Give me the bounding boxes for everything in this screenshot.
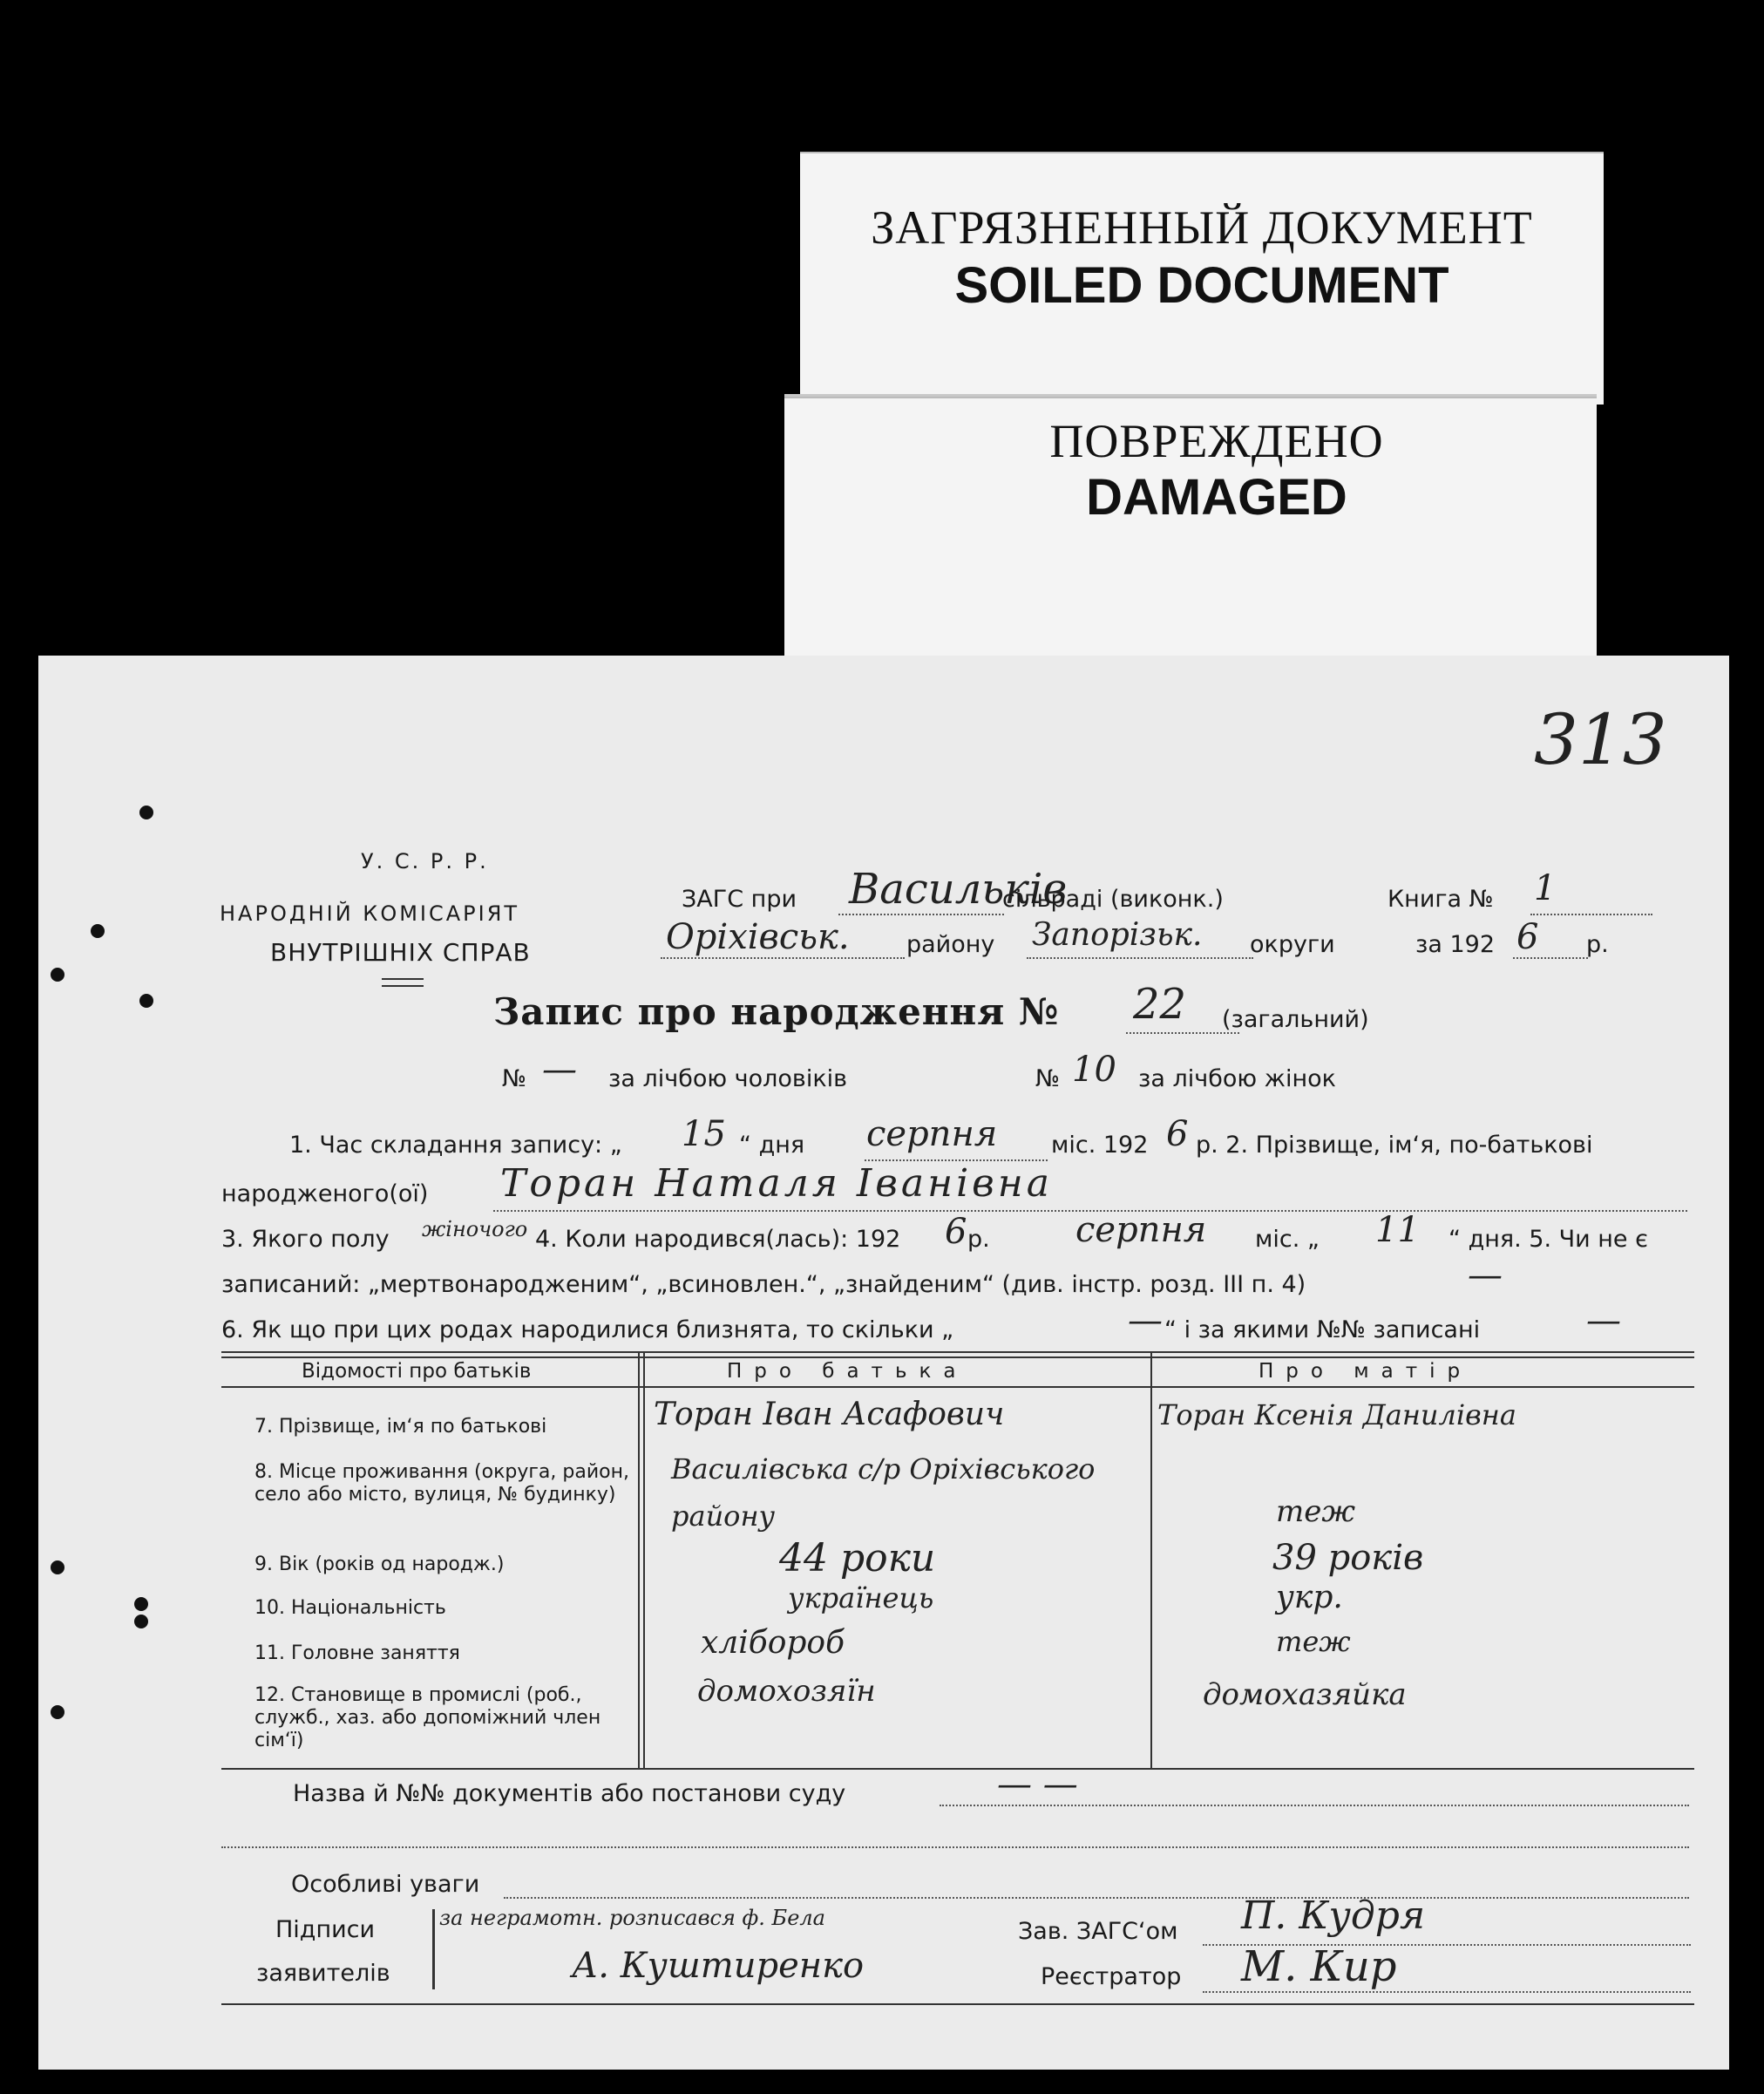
men-prefix: № [502,1065,527,1092]
table-header-info: Відомості про батьків [302,1360,532,1383]
field1-prefix: 1. Час складання запису: „ [289,1132,622,1159]
row-label: 9. Вік (років од народж.) [254,1554,505,1575]
field6-count: — [1128,1301,1163,1341]
men-label: за лічбою чоловіків [608,1065,848,1092]
punch-hole [134,1597,148,1611]
book-value: 1 [1534,868,1557,908]
men-value: — [542,1050,577,1090]
district-label: району [906,931,995,958]
field4-month: серпня [1075,1210,1207,1250]
field6-mid: “ і за якими №№ записані [1164,1316,1481,1343]
field1-suffix: міс. 192 [1051,1132,1149,1159]
field2-label: р. 2. Прізвище, ім‘я, по-батькові [1196,1132,1593,1159]
birth-record-form [38,656,1729,2070]
damaged-label-ru: ПОВРЕЖДЕНО [1049,415,1384,467]
field6-label: 6. Як що при цих родах народилися близнята, то скільки „ [221,1316,954,1343]
row-mother: теж [1276,1494,1356,1529]
dotted-rule [1027,957,1253,959]
table-header-mother: Про матір [1259,1360,1473,1383]
registrar-label: Реєстратор [1041,1963,1182,1990]
row-mother: Торан Ксенія Данилівна [1157,1398,1516,1431]
record-number: 22 [1133,980,1187,1029]
punch-hole [51,968,64,982]
row-label: 8. Місце проживання (округа, район, село або місто, вулиця, № будинку) [254,1461,629,1506]
soiled-label-en: SOILED DOCUMENT [954,257,1449,314]
docs-value: — — [997,1764,1078,1805]
field4-mis: міс. „ [1255,1226,1320,1253]
damaged-label-en: DAMAGED [1086,469,1347,526]
docs-label: Назва й №№ документів або постанови суду [293,1780,846,1807]
dotted-rule [504,1897,1689,1899]
head-signature: П. Кудря [1241,1893,1426,1938]
damaged-document-label [784,394,1597,658]
table-top-rule [221,1351,1694,1353]
table-bottom-rule [221,1768,1694,1770]
applicant-2-signature: А. Куштиренко [572,1946,865,1986]
table-col-divider [638,1353,640,1770]
field1-month: серпня [866,1114,998,1154]
record-general: (загальний) [1222,1006,1369,1033]
dotted-rule [661,957,905,959]
year-suffix: р. [1586,931,1609,958]
dotted-rule [1203,1991,1691,1993]
field5-value: — [1468,1255,1503,1295]
field2-value: Торан Наталя Іванівна [500,1161,1053,1206]
book-label: Книга № [1387,886,1494,913]
row-label: 12. Становище в промислі (роб., служб., хаз. або допоміжний член сім‘ї) [254,1684,601,1751]
row-label: 11. Головне заняття [254,1642,460,1664]
row-label: 7. Прізвище, ім‘я по батькові [254,1416,547,1438]
field5-line2: записаний: „мертвонародженим“, „всиновлен.“, „знайденим“ (див. інстр. розд. III п. 4) [221,1271,1306,1298]
punch-hole [139,806,153,819]
ministry-line2: ВНУТРІШНІХ СПРАВ [270,938,531,967]
district-value: Оріхівськ. [666,917,850,957]
ministry-line1: НАРОДНІЙ КОМІСАРІЯТ [220,901,520,926]
field4-mid: р. [967,1226,990,1253]
soiled-document-label [800,152,1604,405]
zags-value: Васильків [849,865,1068,914]
applicant-1-signature: за неграмотн. розписався ф. Бела [439,1906,825,1930]
women-value: 10 [1072,1050,1116,1090]
country-abbr: У. С. Р. Р. [361,849,489,874]
table-col-divider [643,1353,645,1770]
dotted-rule [221,1846,1689,1848]
dotted-rule [940,1805,1689,1806]
signatures-label-1: Підписи [275,1916,376,1943]
punch-hole [139,994,153,1008]
page-number: 313 [1534,699,1667,780]
row-label: 10. Національність [254,1597,446,1619]
punch-hole [51,1560,64,1574]
dotted-rule [1513,957,1588,959]
row-mother: укр. [1276,1580,1343,1615]
table-top-rule [221,1356,1694,1358]
row-mother: домохазяйка [1203,1677,1407,1712]
table-header-father: Про батька [727,1360,968,1383]
row-father: Торан Іван Асафович [654,1397,1005,1432]
row-father: 44 роки [779,1536,936,1581]
field1-day: 15 [682,1114,726,1154]
row-father: домохозяїн [697,1674,876,1709]
soiled-label-ru: ЗАГРЯЗНЕННЫЙ ДОКУМЕНТ [871,201,1533,254]
year-prefix: за 192 [1415,931,1496,958]
record-title: Запис про народження № [493,990,1060,1033]
field3-value: жіночого [422,1217,528,1241]
punch-hole [134,1615,148,1628]
year-value: 6 [1516,917,1539,957]
form-bottom-rule [221,2003,1694,2005]
field2-prefix: народженого(ої) [221,1180,429,1207]
row-father: хлібороб [701,1625,845,1661]
women-label: за лічбою жінок [1138,1065,1336,1092]
head-label: Зав. ЗАГС‘ом [1018,1918,1178,1945]
field4-day: 11 [1375,1210,1420,1250]
signatures-bracket [432,1909,435,1989]
zags-prefix: ЗАГС при [682,886,797,913]
table-header-rule [221,1386,1694,1388]
field4-label: 4. Коли народився(лась): 192 [535,1226,901,1253]
registrar-signature: М. Кир [1241,1942,1397,1991]
divider [382,985,424,987]
field6-value: — [1586,1301,1621,1341]
field4-year: 6 [945,1212,967,1252]
row-father: українець [788,1581,934,1615]
punch-hole [91,924,105,938]
table-col-divider [1150,1353,1152,1770]
field3-label: 3. Якого полу [221,1226,390,1253]
okrug-value: Запорізьк. [1032,917,1203,953]
row-mother: теж [1276,1625,1351,1658]
punch-hole [51,1705,64,1719]
zags-suffix: сільраді (виконк.) [1002,886,1224,913]
dotted-rule [838,914,1004,915]
notes-label: Особливі уваги [291,1871,480,1898]
field1-year: 6 [1166,1114,1189,1154]
women-prefix: № [1035,1065,1061,1092]
divider [382,978,424,980]
field5-label: “ дня. 5. Чи не є [1449,1226,1648,1253]
okrug-label: округи [1250,931,1335,958]
row-mother: 39 років [1272,1538,1424,1578]
dotted-rule [1530,914,1652,915]
row-father: Василівська с/р Оріхівського району [671,1452,1096,1533]
signatures-label-2: заявителів [256,1960,390,1987]
field1-mid: “ дня [739,1132,805,1159]
